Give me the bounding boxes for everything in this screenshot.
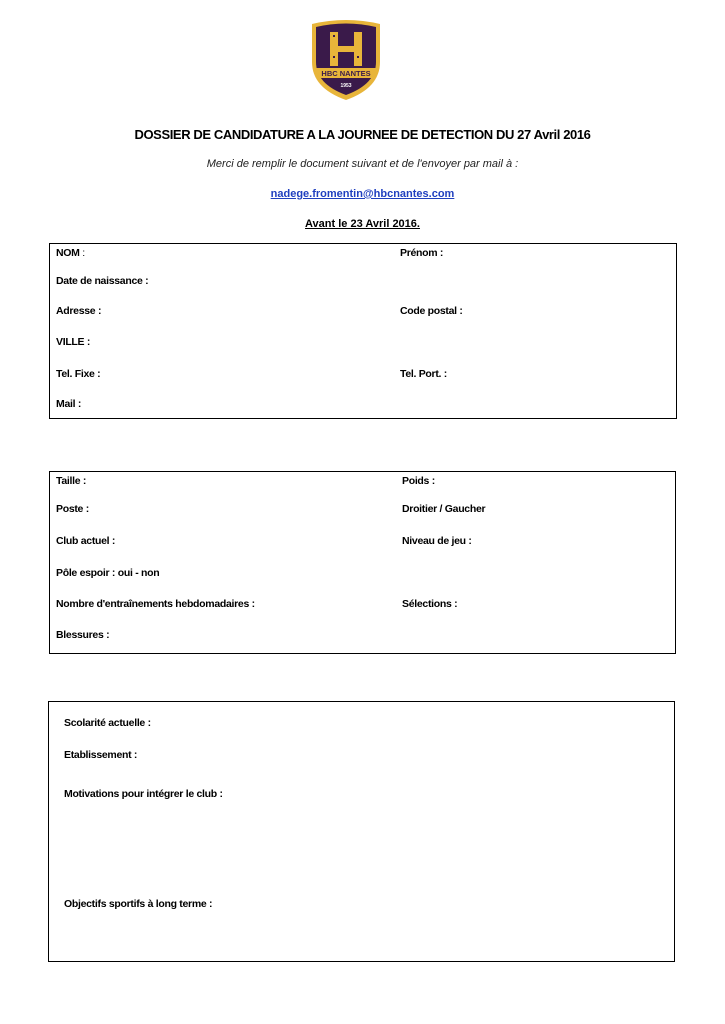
scolarite-label: Scolarité actuelle : <box>64 717 151 729</box>
intro-text: Merci de remplir le document suivant et de l'envoyer par mail à : <box>206 158 519 170</box>
niveau-jeu-label: Niveau de jeu : <box>402 535 472 547</box>
sport-section <box>49 471 676 654</box>
club-actuel-label: Club actuel : <box>56 535 116 547</box>
logo-year: 1953 <box>340 83 352 89</box>
pole-espoir-label: Pôle espoir : oui - non <box>56 567 160 579</box>
etablissement-label: Etablissement : <box>64 749 138 761</box>
blessures-label: Blessures : <box>56 629 110 641</box>
logo-name: HBC NANTES <box>321 69 371 78</box>
ville-label: VILLE : <box>56 336 91 348</box>
selections-label: Sélections : <box>402 598 458 610</box>
lateralite-label: Droitier / Gaucher <box>402 503 486 515</box>
code-postal-label: Code postal : <box>400 305 463 317</box>
deadline-text: Avant le 23 Avril 2016. <box>305 218 420 230</box>
motivations-label: Motivations pour intégrer le club : <box>64 788 223 800</box>
page-title: DOSSIER DE CANDIDATURE A LA JOURNEE DE DETECTION DU 27 Avril 2016 <box>134 127 591 142</box>
taille-label: Taille : <box>56 475 87 487</box>
prenom-label: Prénom : <box>400 247 444 259</box>
poids-label: Poids : <box>402 475 435 487</box>
entrainements-label: Nombre d'entraînements hebdomadaires : <box>56 598 255 610</box>
shield-logo-icon <box>306 18 386 102</box>
objectifs-label: Objectifs sportifs à long terme : <box>64 898 213 910</box>
adresse-label: Adresse : <box>56 305 102 317</box>
date-naissance-label: Date de naissance : <box>56 275 149 287</box>
mail-label: Mail : <box>56 398 82 410</box>
school-section <box>48 701 675 962</box>
hbc-nantes-logo <box>306 18 386 102</box>
tel-port-label: Tel. Port. : <box>400 368 447 380</box>
contact-email-link[interactable]: nadege.fromentin@hbcnantes.com <box>270 188 455 200</box>
nom-label: NOM : <box>56 247 85 259</box>
identity-section <box>49 243 677 419</box>
tel-fixe-label: Tel. Fixe : <box>56 368 101 380</box>
poste-label: Poste : <box>56 503 89 515</box>
